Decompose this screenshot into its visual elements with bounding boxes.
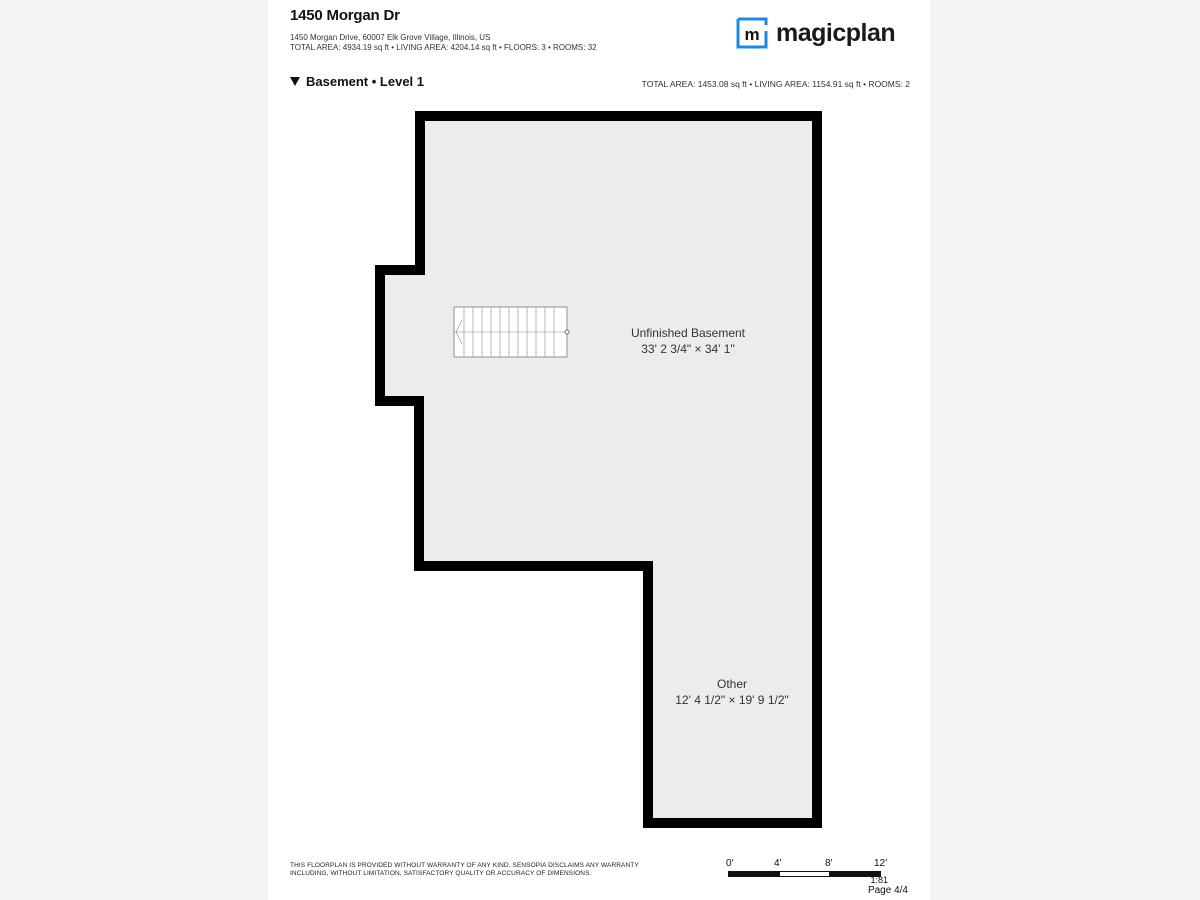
property-title: 1450 Morgan Dr xyxy=(290,7,400,24)
level-stats: TOTAL AREA: 1453.08 sq ft • LIVING AREA: 1154.91 sq ft • ROOMS: 2 xyxy=(641,79,910,89)
scale-tick-label: 12' xyxy=(874,858,888,869)
room-name: Other xyxy=(716,677,748,691)
disclaimer-line: THIS FLOORPLAN IS PROVIDED WITHOUT WARRANTY OF ANY KIND. SENSOPIA DISCLAIMS ANY WARRANTY xyxy=(290,862,639,869)
floorplan-page xyxy=(268,0,930,900)
scale-tick-label: 0' xyxy=(726,858,734,869)
room-dimensions: 33' 2 3/4" × 34' 1" xyxy=(641,342,735,356)
floor-area xyxy=(380,116,817,823)
disclaimer-line: INCLUDING, WITHOUT LIMITATION, SATISFACTORY QUALITY OR ACCURACY OF DIMENSIONS. xyxy=(290,870,592,877)
level-title-text: Basement • Level 1 xyxy=(306,74,424,89)
scale-segment xyxy=(779,871,830,877)
disclaimer xyxy=(290,862,639,878)
svg-text:m: m xyxy=(744,25,760,44)
scale-ratio: 1:81 xyxy=(870,875,888,885)
staircase xyxy=(454,307,569,357)
property-address: 1450 Morgan Drive, 60007 Elk Grove Village, Illinois, US xyxy=(290,33,491,42)
property-summary: TOTAL AREA: 4934.19 sq ft • LIVING AREA: 4204.14 sq ft • FLOORS: 3 • ROOMS: 32 xyxy=(290,43,597,52)
floor-plan-drawing xyxy=(268,0,930,900)
scale-tick-label: 8' xyxy=(825,858,833,869)
room-name: Unfinished Basement xyxy=(630,326,746,340)
scale-segment xyxy=(728,871,780,877)
page-number: Page 4/4 xyxy=(867,885,908,896)
scale-tick-label: 4' xyxy=(774,858,782,869)
brand-name: magicplan xyxy=(776,18,896,47)
room-dimensions: 12' 4 1/2" × 19' 9 1/2" xyxy=(675,693,789,707)
